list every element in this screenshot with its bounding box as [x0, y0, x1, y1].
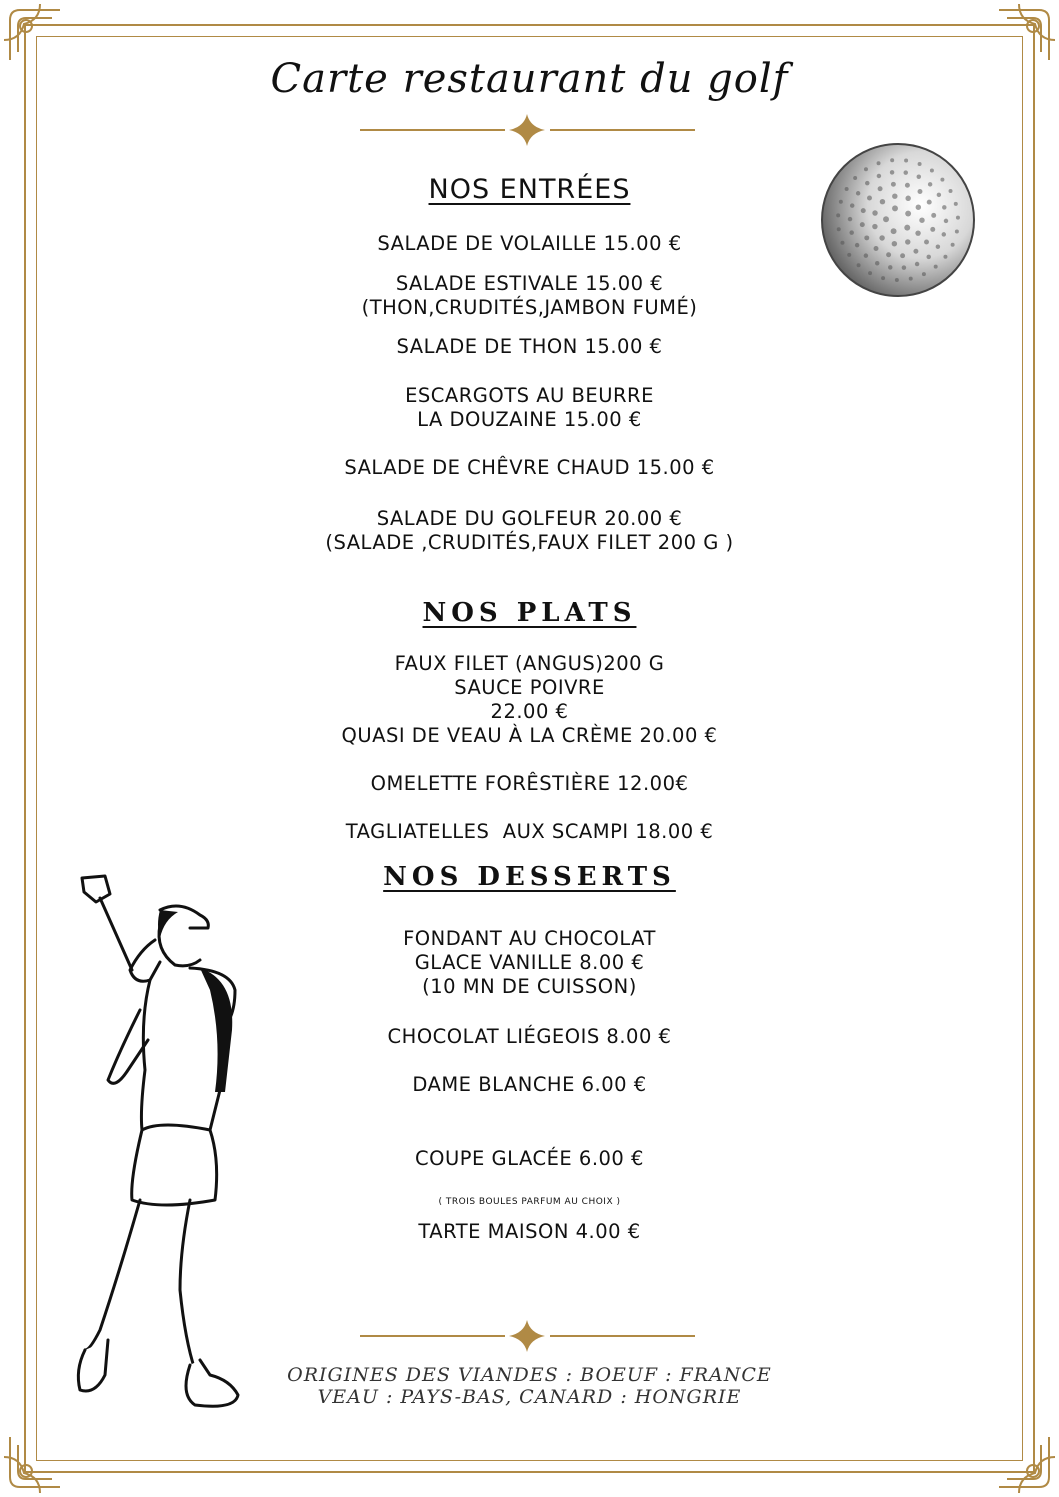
- golf-ball-dimple: [861, 208, 866, 213]
- golf-ball-dimple: [918, 162, 922, 166]
- menu-item-detail: (10 MN DE CUISSON): [422, 975, 637, 998]
- footer-line: VEAU : PAYS-BAS, CANARD : HONGRIE: [317, 1386, 742, 1408]
- golf-ball-dimple: [872, 210, 877, 215]
- menu-item: TARTE MAISON 4.00 €: [418, 1220, 641, 1243]
- golf-ball-dimple: [942, 205, 946, 209]
- corner-ornament-icon: [989, 1427, 1059, 1497]
- menu-item: SALADE ESTIVALE 15.00 €: [395, 272, 664, 295]
- golf-ball-dimple: [919, 218, 924, 223]
- menu-item: LA DOUZAINE 15.00 €: [417, 408, 642, 431]
- section-heading-plats: NOS PLATS: [422, 598, 637, 628]
- golf-ball-dimple: [857, 263, 861, 267]
- menu-item: ESCARGOTS AU BEURRE: [405, 384, 654, 407]
- golf-ball-dimple: [904, 159, 908, 163]
- menu-item: SAUCE POIVRE: [454, 676, 605, 699]
- golf-ball-dimple: [848, 217, 852, 221]
- golf-ball-dimple: [877, 161, 881, 165]
- golf-ball-dimple: [890, 158, 894, 162]
- golf-ball-dimple: [864, 167, 868, 171]
- golf-ball-dimple: [860, 222, 865, 227]
- golf-ball-dimple: [930, 169, 934, 173]
- menu-item: DAME BLANCHE 6.00 €: [412, 1073, 647, 1096]
- divider-star-icon: [355, 110, 700, 150]
- menu-item: SALADE DE CHÊVRE CHAUD 15.00 €: [344, 456, 715, 479]
- menu-item: SALADE DE THON 15.00 €: [396, 335, 663, 358]
- menu-item: CHOCOLAT LIÉGEOIS 8.00 €: [387, 1025, 672, 1048]
- golf-ball-dimple: [836, 213, 840, 217]
- golf-ball-dimple: [934, 265, 938, 269]
- section-heading-entrees: NOS ENTRÉES: [428, 174, 631, 205]
- divider-star-icon: [355, 1316, 700, 1356]
- menu-item: FONDANT AU CHOCOLAT: [403, 927, 656, 950]
- menu-item: QUASI DE VEAU À LA CRÈME 20.00 €: [341, 724, 718, 747]
- menu-item: OMELETTE FORÊSTIÈRE 12.00€: [370, 772, 689, 795]
- golf-ball-dimple: [892, 205, 898, 211]
- golf-ball-dimple: [915, 262, 919, 266]
- corner-ornament-icon: [0, 1427, 70, 1497]
- golf-ball-dimple: [904, 225, 910, 231]
- golf-ball-dimple: [888, 265, 892, 269]
- meat-origin-footer: [0, 1364, 1059, 1408]
- menu-item: TAGLIATELLES AUX SCAMPI 18.00 €: [345, 820, 714, 843]
- golf-ball-dimple: [883, 216, 889, 222]
- section-heading-desserts: NOS DESSERTS: [383, 862, 676, 892]
- menu-item: FAUX FILET (ANGUS)200 G: [394, 652, 665, 675]
- footer-line: ORIGINES DES VIANDES : BOEUF : FRANCE: [287, 1364, 772, 1386]
- menu-title: Carte restaurant du golf: [270, 56, 789, 102]
- golf-ball-dimple: [931, 213, 936, 218]
- menu-item-detail: (SALADE ,CRUDITÉS,FAUX FILET 200 G ): [325, 531, 734, 554]
- menu-item: SALADE DE VOLAILLE 15.00 €: [377, 232, 682, 255]
- golf-ball-dimple: [837, 227, 841, 231]
- golf-ball-dimple: [902, 265, 906, 269]
- menu-item-note: ( TROIS BOULES PARFUM AU CHOIX ): [438, 1197, 621, 1207]
- golf-ball-dimple: [875, 261, 879, 265]
- menu-item-detail: (THON,CRUDITÉS,JAMBON FUMÉ): [361, 296, 698, 319]
- menu-item-price: 22.00 €: [490, 700, 569, 723]
- golf-ball-dimple: [872, 224, 877, 229]
- golf-ball-dimple: [956, 216, 960, 220]
- menu-item: SALADE DU GOLFEUR 20.00 €: [376, 507, 683, 530]
- golf-ball-dimple: [916, 205, 921, 210]
- golf-ball-dimple: [905, 211, 911, 217]
- menu-item: GLACE VANILLE 8.00 €: [414, 951, 645, 974]
- menu-item: COUPE GLACÉE 6.00 €: [415, 1147, 644, 1170]
- golf-ball-dimple: [944, 219, 948, 223]
